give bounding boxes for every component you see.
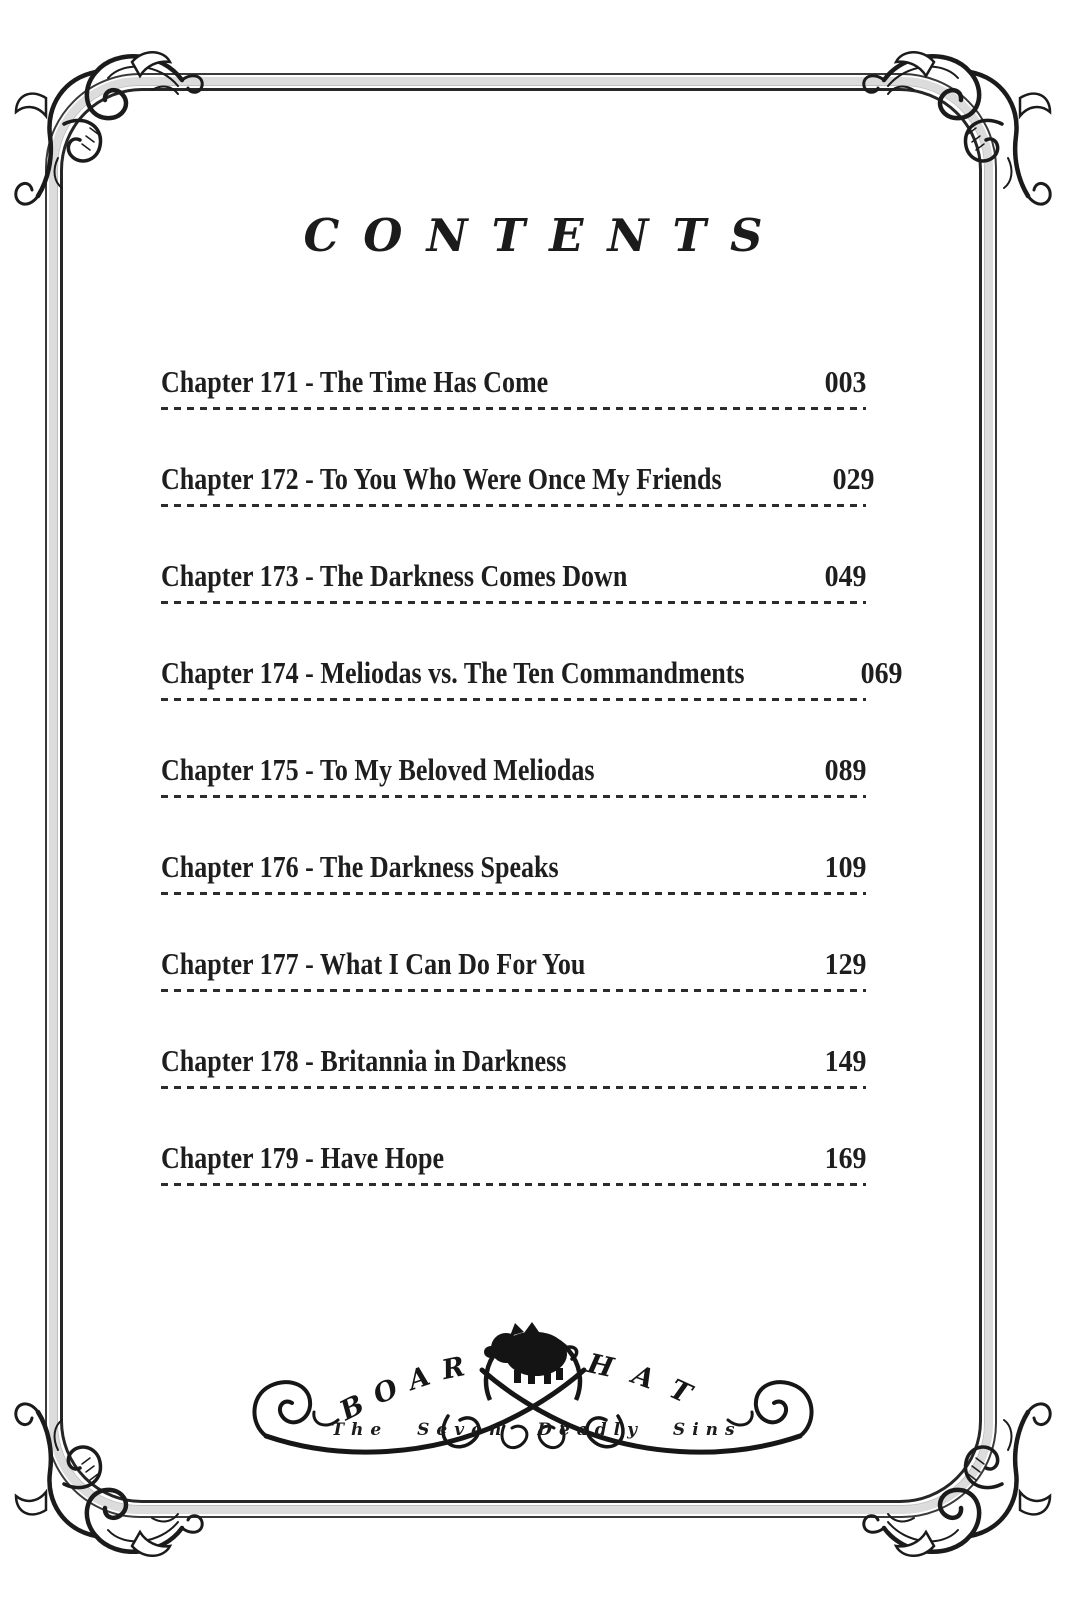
page-number: 029 [833,461,875,496]
logo-subtitle: The Seven Deadly Sins [331,1420,742,1440]
svg-text:HAT [584,1348,714,1419]
dashed-divider [161,407,866,410]
chapter-label: Chapter 177 - What I Can Do For You [161,946,586,981]
chapter-label: Chapter 174 - Meliodas vs. The Ten Commandments [161,655,745,690]
corner-flourish-icon [854,28,1054,228]
dashed-divider [161,795,866,798]
logo-circle [486,1334,580,1400]
dashed-divider [161,698,866,701]
page-number: 169 [824,1140,866,1175]
toc-entry [161,362,866,410]
page-number: 049 [824,558,866,593]
page-number: 149 [824,1043,866,1078]
dashed-divider [161,504,866,507]
page-number: 129 [824,946,866,981]
toc-entry [161,556,866,604]
dashed-divider [161,601,866,604]
page-number: 069 [860,655,903,690]
dashed-divider [161,1183,866,1186]
toc-entry [161,847,866,895]
page-number: 109 [824,849,866,884]
dashed-divider [161,1086,866,1089]
page-title: CONTENTS [303,209,787,262]
svg-text:BOAR [334,1349,480,1428]
chapter-label: Chapter 179 - Have Hope [161,1140,445,1175]
chapter-label: Chapter 175 - To My Beloved Meliodas [161,752,595,787]
logo-word-hat: HAT [584,1348,715,1419]
corner-flourish-icon [12,1380,212,1580]
toc-entry [161,459,875,507]
corner-flourish-icon [854,1380,1054,1580]
corner-flourish-icon [12,28,212,228]
chapter-label: Chapter 172 - To You Who Were Once My Friends [161,461,722,496]
toc-entry [161,750,866,798]
toc-entry [161,653,903,701]
toc-list [161,362,903,1235]
pig-icon [484,1322,577,1384]
dashed-divider [161,892,866,895]
chapter-label: Chapter 171 - The Time Has Come [161,364,549,399]
page-number: 089 [824,752,866,787]
dashed-divider [161,989,866,992]
page-number: 003 [824,364,866,399]
toc-entry [161,1041,866,1089]
chapter-label: Chapter 176 - The Darkness Speaks [161,849,559,884]
logo-word-boar: BOAR [335,1348,481,1428]
toc-entry [161,944,866,992]
chapter-label: Chapter 178 - Britannia in Darkness [161,1043,567,1078]
toc-entry [161,1138,866,1186]
chapter-label: Chapter 173 - The Darkness Comes Down [161,558,628,593]
